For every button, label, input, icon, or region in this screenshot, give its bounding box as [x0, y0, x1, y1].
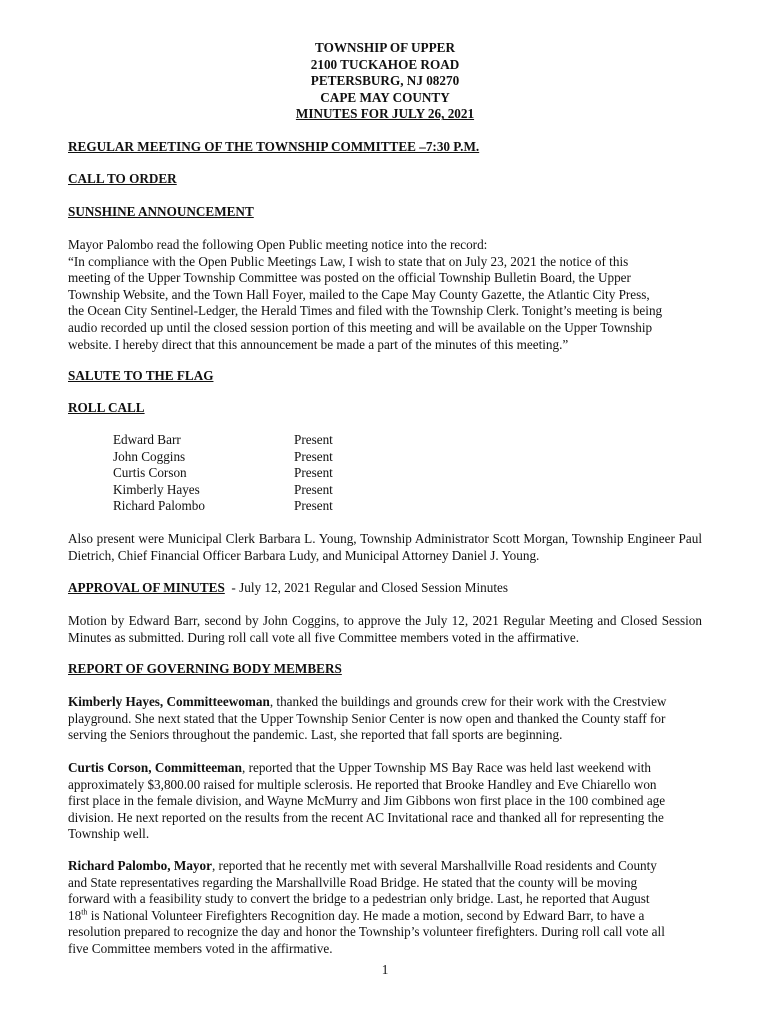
- heading-regular-meeting: REGULAR MEETING OF THE TOWNSHIP COMMITTEE –7:30 P.M.: [68, 139, 480, 154]
- report-line: , thanked the buildings and grounds crew for their work with the Crestview: [269, 694, 667, 709]
- report-line: playground. She next stated that the Upper Township Senior Center is now open and thanked the County staff for: [68, 710, 666, 726]
- report-line: serving the Seniors throughout the pandemic. Last, she reported that fall sports are beginning.: [68, 727, 563, 743]
- heading-salute: SALUTE TO THE FLAG: [68, 368, 214, 383]
- heading-approval-of-minutes: APPROVAL OF MINUTES: [68, 580, 225, 595]
- member-name: John Coggins: [113, 448, 186, 464]
- document-header: [0, 40, 770, 123]
- member-name: Kimberly Hayes: [113, 481, 200, 497]
- header-minutes-date: MINUTES FOR JULY 26, 2021: [295, 106, 475, 122]
- member-name: Curtis Corson: [113, 465, 187, 481]
- member-status: Present: [294, 498, 333, 514]
- roll-row: [113, 449, 333, 466]
- header-city: PETERSBURG, NJ 08270: [310, 73, 460, 89]
- header-county: CAPE MAY COUNTY: [320, 89, 450, 105]
- member-status: Present: [294, 432, 333, 447]
- report-line: first place in the female division, and Wayne McMurry and Jim Gibbons won first place in the 100 combined age: [68, 793, 666, 809]
- sunshine-line: the Ocean City Sentinel-Ledger, the Herald Times and filed with the Township Clerk. Tonight’s meeting is being: [68, 303, 663, 319]
- speaker-name: Curtis Corson, Committeeman: [68, 760, 242, 775]
- member-name: Richard Palombo: [113, 498, 205, 514]
- motion-paragraph: Motion by Edward Barr, second by John Coggins, to approve the July 12, 2021 Regular Meeting and Closed Session Minutes as submitted. During roll call vote all five Committee members voted in the affirmative.: [68, 613, 702, 645]
- report-hayes: [68, 694, 702, 744]
- page-number: 1: [381, 962, 389, 977]
- member-status: Present: [294, 465, 333, 481]
- sunshine-announcement-text: [68, 237, 702, 353]
- report-line: forward with a feasibility study to convert the bridge to a pedestrian only bridge. Last, he reported that August: [68, 891, 650, 907]
- approval-subject: - July 12, 2021 Regular and Closed Session Minutes: [224, 580, 508, 595]
- report-line: and State representatives regarding the Marshallville Road Bridge. He stated that the county will be moving: [68, 874, 638, 890]
- roll-row: [113, 432, 333, 449]
- report-corson: [68, 760, 702, 843]
- report-line: Township well.: [68, 826, 150, 842]
- member-status: Present: [294, 448, 333, 464]
- heading-sunshine: SUNSHINE ANNOUNCEMENT: [68, 204, 254, 219]
- heading-roll-call: ROLL CALL: [68, 400, 145, 415]
- report-line: division. He next reported on the results from the recent AC Invitational race and thanked all for representing the: [68, 809, 664, 825]
- header-address: 2100 TUCKAHOE ROAD: [310, 56, 460, 72]
- sunshine-line: “In compliance with the Open Public Meetings Law, I wish to state that on July 23, 2021 the notice of this: [68, 253, 629, 269]
- heading-report-governing-body: REPORT OF GOVERNING BODY MEMBERS: [68, 661, 342, 676]
- roll-row: [113, 482, 333, 499]
- report-palombo: [68, 858, 702, 958]
- roll-row: [113, 465, 333, 482]
- report-line: , reported that the Upper Township MS Bay Race was held last weekend with: [241, 760, 652, 775]
- sunshine-line: website. I hereby direct that this announcement be made a part of the minutes of this meeting.”: [68, 336, 569, 352]
- sunshine-line: audio recorded up until the closed session portion of this meeting and will be available on the Upper Township: [68, 319, 653, 335]
- sunshine-line: meeting of the Upper Township Committee was posted on the official Township Bulletin Board, the Upper: [68, 270, 631, 286]
- speaker-name: Richard Palombo, Mayor: [68, 858, 212, 873]
- sunshine-line: Mayor Palombo read the following Open Public meeting notice into the record:: [68, 237, 488, 252]
- member-name: Edward Barr: [113, 432, 181, 447]
- report-line: five Committee members voted in the affirmative.: [68, 940, 333, 956]
- heading-call-to-order: CALL TO ORDER: [68, 171, 177, 186]
- report-line: is National Volunteer Firefighters Recognition day. He made a motion, second by Edward Barr, to have a: [87, 907, 645, 923]
- sunshine-line: Township Website, and the Town Hall Foyer, mailed to the Cape May County Gazette, the Atlantic City Press,: [68, 286, 650, 302]
- member-status: Present: [294, 481, 333, 497]
- ordinal-suffix: th: [81, 907, 88, 917]
- roll-row: [113, 498, 333, 515]
- report-line: resolution prepared to recognize the day and honor the Township’s volunteer firefighters. During roll call vote all: [68, 924, 665, 940]
- report-line: 18: [68, 907, 82, 923]
- roll-call-list: [113, 432, 333, 515]
- header-township: TOWNSHIP OF UPPER: [315, 40, 455, 55]
- report-line: , reported that he recently met with several Marshallville Road residents and County: [211, 858, 657, 873]
- speaker-name: Kimberly Hayes, Committeewoman: [68, 694, 270, 709]
- report-line: approximately $3,800.00 raised for multiple sclerosis. He reported that Brooke Handley and Eve Chiarello won: [68, 776, 657, 792]
- approval-of-minutes-line: [68, 580, 702, 597]
- also-present-paragraph: Also present were Municipal Clerk Barbara L. Young, Township Administrator Scott Morgan, Township Engineer Paul Dietrich, Chief Financial Officer Barbara Ludy, and Municipal Attorney Daniel J. Young.: [68, 531, 702, 563]
